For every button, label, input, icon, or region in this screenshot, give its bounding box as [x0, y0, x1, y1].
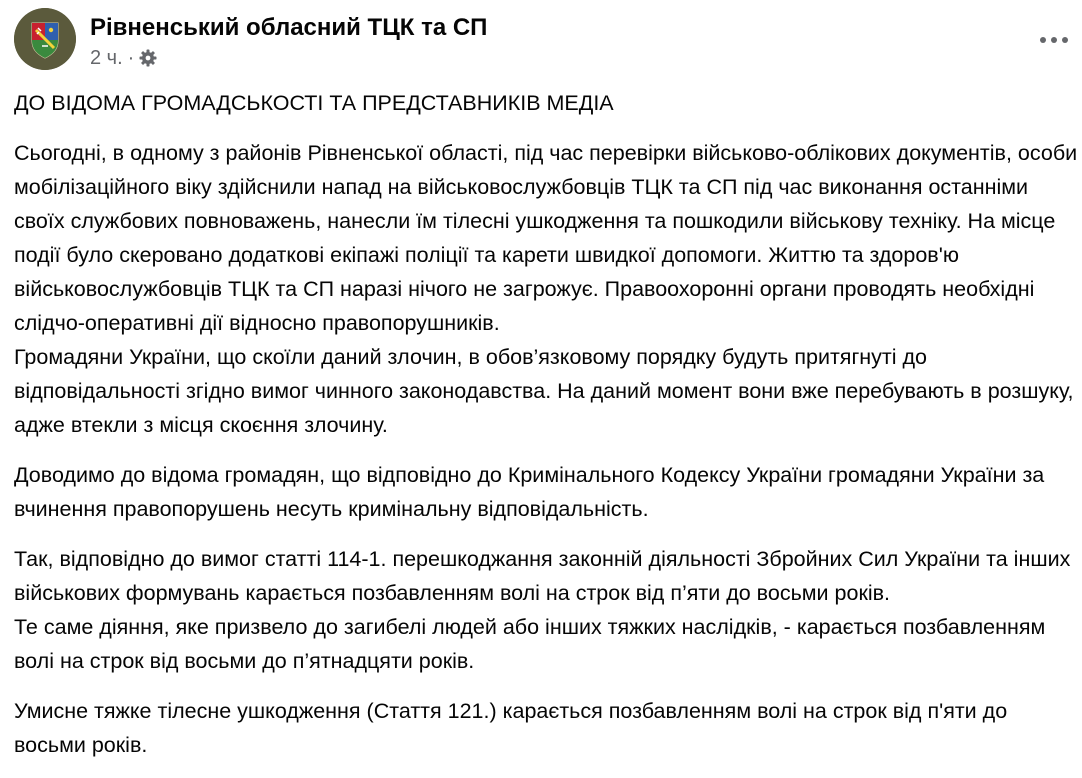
post-headline: ДО ВІДОМА ГРОМАДСЬКОСТІ ТА ПРЕДСТАВНИКІВ МЕДІА [14, 91, 614, 115]
post-paragraph: Так, відповідно до вимог статті 114-1. перешкоджання законній діяльності Збройних Сил України та інших військових формувань карається позбавленням волі на строк від п’яти до восьми років. Те саме діяння, яке призвело до загибелі людей або інших тяжких наслідків, - карається позбавленням волі на строк від восьми до п’ятнадцяти років. [14, 547, 1071, 673]
meta-separator: · [127, 46, 135, 69]
post-paragraph: Сьогодні, в одному з районів Рівненської області, під час перевірки військово-облікових документів, особи мобілізаційного віку здійснили напад на військовослужбовців ТЦК та СП під час виконання останніми своїх службових повноважень, нанесли їм тілесні ушкодження та пошкодили військову техніку. На місце події було скеровано додаткові екіпажі поліції та карети швидкої допомоги. Життю та здоров'ю військовослужбовців ТЦК та СП наразі нічого не загрожує. Правоохоронні органи проводять необхідні слідчо-оперативні дії відносно правопорушників. Громадяни України, що скоїли даний злочин, в обов’язковому порядку будуть притягнуті до відповідальності згідно вимог чинного законодавства. На даний момент вони вже перебувають в розшуку, адже втекли з місця скоєння злочину. [14, 141, 1078, 437]
post-body [14, 86, 1078, 778]
more-options-button[interactable] [1034, 28, 1074, 52]
post-paragraph: Доводимо до відома громадян, що відповідно до Кримінального Кодексу України громадяни України за вчинення правопорушень несуть кримінальну відповідальність. [14, 463, 1045, 521]
post-paragraph: Умисне тяжке тілесне ушкодження (Стаття 121.) карається позбавленням волі на строк від п'яти до восьми років. [14, 699, 1008, 757]
post-timestamp[interactable]: 2 ч. [90, 46, 123, 69]
post-header [14, 8, 1082, 72]
coat-of-arms-icon [14, 8, 76, 70]
post-meta [90, 46, 158, 70]
more-options-icon [1039, 36, 1069, 44]
page-avatar[interactable] [14, 8, 76, 70]
page-name[interactable]: Рівненський обласний ТЦК та СП [90, 14, 488, 41]
gear-icon[interactable] [138, 48, 158, 68]
